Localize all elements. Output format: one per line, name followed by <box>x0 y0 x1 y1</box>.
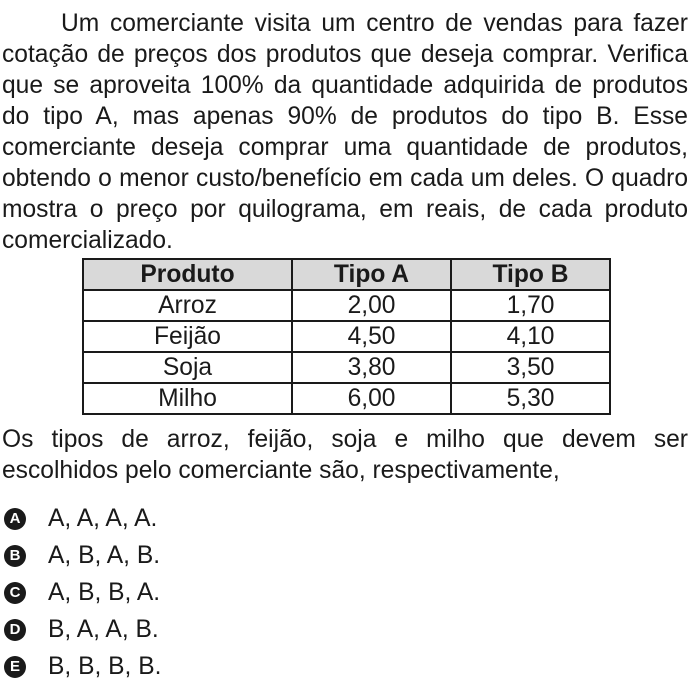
option-letter-badge: B <box>4 545 26 567</box>
option-text: B, B, B, B. <box>48 652 162 680</box>
option-text: B, A, A, B. <box>48 615 159 643</box>
cell-product: Soja <box>83 352 292 383</box>
cell-price-a: 6,00 <box>292 383 451 414</box>
option-text: A, A, A, A. <box>48 504 158 532</box>
cell-price-b: 4,10 <box>451 321 610 352</box>
option-e[interactable] <box>4 648 161 685</box>
cell-price-b: 3,50 <box>451 352 610 383</box>
option-letter-badge: C <box>4 582 26 604</box>
table-row <box>83 352 610 383</box>
option-letter-badge: D <box>4 619 26 641</box>
header-tipo-a: Tipo A <box>292 259 451 290</box>
option-a[interactable] <box>4 500 161 537</box>
option-text: A, B, B, A. <box>48 578 161 606</box>
price-table <box>82 258 611 415</box>
table-header-row <box>83 259 610 290</box>
header-tipo-b: Tipo B <box>451 259 610 290</box>
option-d[interactable] <box>4 611 161 648</box>
table-row <box>83 383 610 414</box>
table-row <box>83 321 610 352</box>
cell-product: Feijão <box>83 321 292 352</box>
answer-options <box>4 500 161 685</box>
cell-price-a: 4,50 <box>292 321 451 352</box>
cell-price-a: 3,80 <box>292 352 451 383</box>
cell-product: Milho <box>83 383 292 414</box>
question-prompt: Os tipos de arroz, feijão, soja e milho que devem ser escolhidos pelo comerciante são, respectivamente, <box>2 426 688 484</box>
cell-price-b: 1,70 <box>451 290 610 321</box>
option-b[interactable] <box>4 537 161 574</box>
header-produto: Produto <box>83 259 292 290</box>
option-letter-badge: A <box>4 508 26 530</box>
question-intro: Um comerciante visita um centro de vendas para fazer cotação de preços dos produtos que deseja comprar. Verifica que se aproveita 100% da quantidade adquirida de produtos do tipo A, mas apenas 90% de produtos do tipo B. Esse comerciante deseja comprar uma quantidade de produtos, obtendo o menor custo/benefício em cada um deles. O quadro mostra o preço por quilograma, em reais, de cada produto comercializado. <box>2 10 688 254</box>
cell-price-b: 5,30 <box>451 383 610 414</box>
table-row <box>83 290 610 321</box>
option-c[interactable] <box>4 574 161 611</box>
cell-product: Arroz <box>83 290 292 321</box>
option-letter-badge: E <box>4 656 26 678</box>
cell-price-a: 2,00 <box>292 290 451 321</box>
option-text: A, B, A, B. <box>48 541 161 569</box>
